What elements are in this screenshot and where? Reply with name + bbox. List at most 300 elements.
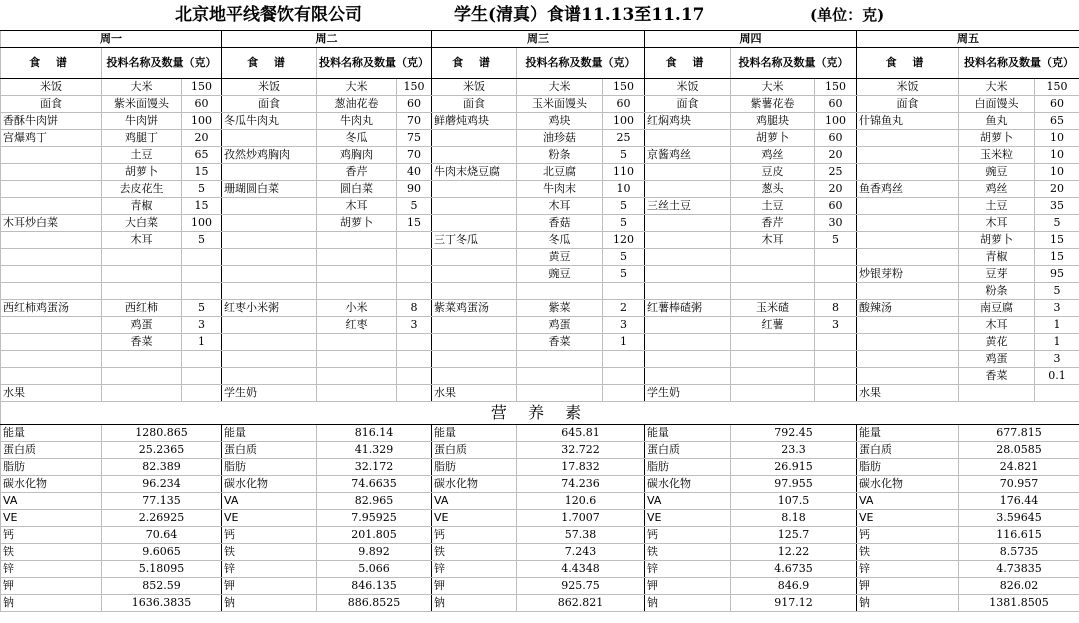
ingredient-name: 粉条 — [959, 283, 1035, 300]
ingredient-quantity — [1035, 385, 1079, 402]
recipe-name — [645, 368, 731, 385]
nutrient-value: 41.329 — [317, 442, 432, 459]
ingredient-quantity — [397, 283, 432, 300]
ingredient-name — [317, 232, 397, 249]
ingredient-quantity: 1 — [1035, 334, 1079, 351]
nutrient-name: 能量 — [1, 425, 102, 442]
nutrient-name: 钾 — [222, 578, 317, 595]
ingredient-quantity — [182, 385, 222, 402]
ingredient-quantity: 100 — [182, 215, 222, 232]
day-header: 周三 — [432, 31, 645, 48]
ingredient-quantity — [182, 249, 222, 266]
ingredients-header: 投料名称及数量（克） — [317, 48, 432, 79]
recipe-name — [432, 351, 517, 368]
recipe-name: 面食 — [222, 96, 317, 113]
recipe-name — [432, 317, 517, 334]
ingredient-quantity: 5 — [603, 266, 645, 283]
ingredient-quantity: 3 — [1035, 300, 1079, 317]
nutrient-value: 852.59 — [102, 578, 222, 595]
ingredient-quantity — [603, 368, 645, 385]
recipe-name — [222, 317, 317, 334]
ingredient-name: 冬瓜 — [517, 232, 603, 249]
recipe-name: 孜然炒鸡胸肉 — [222, 147, 317, 164]
ingredient-name: 粉条 — [517, 147, 603, 164]
recipe-name: 学生奶 — [222, 385, 317, 402]
recipe-name: 水果 — [857, 385, 959, 402]
nutrient-name: VE — [432, 510, 517, 527]
ingredient-quantity — [397, 334, 432, 351]
nutrient-value: 8.5735 — [959, 544, 1079, 561]
ingredient-name — [317, 385, 397, 402]
nutrient-value: 57.38 — [517, 527, 645, 544]
menu-row — [1, 317, 1079, 334]
ingredient-quantity: 150 — [603, 79, 645, 96]
ingredient-quantity: 15 — [1035, 249, 1079, 266]
nutrient-value: 25.2365 — [102, 442, 222, 459]
nutrition-row — [1, 442, 1079, 459]
ingredient-quantity — [397, 249, 432, 266]
ingredient-quantity: 3 — [603, 317, 645, 334]
nutrient-value: 26.915 — [731, 459, 857, 476]
menu-table — [0, 30, 1079, 612]
menu-row — [1, 164, 1079, 181]
recipe-name — [857, 147, 959, 164]
nutrient-value: 3.59645 — [959, 510, 1079, 527]
nutrient-name: 碳水化物 — [222, 476, 317, 493]
ingredient-name: 大米 — [517, 79, 603, 96]
ingredient-quantity: 60 — [397, 96, 432, 113]
ingredient-name — [731, 283, 815, 300]
ingredient-quantity: 3 — [397, 317, 432, 334]
recipe-name — [645, 130, 731, 147]
ingredient-name: 白面馒头 — [959, 96, 1035, 113]
ingredient-name: 紫米面馒头 — [102, 96, 182, 113]
nutrient-name: 钾 — [1, 578, 102, 595]
ingredient-name: 青椒 — [959, 249, 1035, 266]
ingredients-header: 投料名称及数量（克） — [517, 48, 645, 79]
ingredient-name: 鸡蛋 — [517, 317, 603, 334]
nutrient-name: 钾 — [645, 578, 731, 595]
ingredient-quantity: 60 — [1035, 96, 1079, 113]
nutrient-value: 201.805 — [317, 527, 432, 544]
ingredient-name — [102, 266, 182, 283]
recipe-name — [857, 130, 959, 147]
nutrient-value: 70.64 — [102, 527, 222, 544]
recipe-name: 三丁冬瓜 — [432, 232, 517, 249]
nutrient-name: 钙 — [645, 527, 731, 544]
recipe-name — [645, 232, 731, 249]
nutrient-value: 862.821 — [517, 595, 645, 612]
ingredient-quantity: 1 — [182, 334, 222, 351]
ingredient-name: 鸡腿丁 — [102, 130, 182, 147]
ingredient-name: 木耳 — [959, 317, 1035, 334]
recipe-name — [857, 351, 959, 368]
ingredient-name: 玉米碴 — [731, 300, 815, 317]
recipe-name: 米饭 — [1, 79, 102, 96]
ingredient-name: 红薯 — [731, 317, 815, 334]
recipe-name — [857, 249, 959, 266]
ingredient-quantity: 10 — [1035, 164, 1079, 181]
column-header-row — [1, 48, 1079, 79]
ingredient-quantity: 3 — [182, 317, 222, 334]
nutrient-name: 蛋白质 — [432, 442, 517, 459]
ingredient-name: 大米 — [102, 79, 182, 96]
nutrient-name: 碳水化物 — [432, 476, 517, 493]
recipe-name — [1, 147, 102, 164]
menu-row — [1, 215, 1079, 232]
ingredient-name: 土豆 — [731, 198, 815, 215]
ingredient-quantity: 5 — [182, 232, 222, 249]
nutrition-title: 营 养 素 — [1, 402, 1079, 425]
ingredient-quantity: 0.1 — [1035, 368, 1079, 385]
nutrient-name: 钙 — [857, 527, 959, 544]
nutrient-name: VE — [222, 510, 317, 527]
recipe-name — [222, 198, 317, 215]
nutrition-row — [1, 510, 1079, 527]
nutrient-value: 1381.8505 — [959, 595, 1079, 612]
ingredient-name: 木耳 — [317, 198, 397, 215]
recipe-name — [1, 334, 102, 351]
ingredient-quantity — [603, 385, 645, 402]
ingredient-quantity: 10 — [1035, 147, 1079, 164]
menu-row — [1, 249, 1079, 266]
recipe-name: 水果 — [432, 385, 517, 402]
ingredient-quantity: 35 — [1035, 198, 1079, 215]
ingredient-quantity: 1 — [1035, 317, 1079, 334]
recipe-name — [222, 266, 317, 283]
recipe-name — [645, 266, 731, 283]
nutrient-value: 5.066 — [317, 561, 432, 578]
nutrient-value: 846.9 — [731, 578, 857, 595]
ingredient-name: 土豆 — [959, 198, 1035, 215]
nutrient-name: 能量 — [222, 425, 317, 442]
nutrient-name: 脂肪 — [645, 459, 731, 476]
ingredient-name: 紫薯花卷 — [731, 96, 815, 113]
menu-row — [1, 351, 1079, 368]
nutrient-name: 钠 — [222, 595, 317, 612]
ingredient-name: 红枣 — [317, 317, 397, 334]
ingredient-name: 胡萝卜 — [731, 130, 815, 147]
ingredient-quantity: 40 — [397, 164, 432, 181]
ingredient-name: 香芹 — [317, 164, 397, 181]
day-header: 周一 — [1, 31, 222, 48]
recipe-name: 酸辣汤 — [857, 300, 959, 317]
ingredient-quantity: 5 — [1035, 215, 1079, 232]
recipe-name: 京酱鸡丝 — [645, 147, 731, 164]
recipe-name — [1, 232, 102, 249]
ingredient-quantity: 15 — [182, 198, 222, 215]
ingredient-name: 香菜 — [517, 334, 603, 351]
recipe-name: 三丝土豆 — [645, 198, 731, 215]
ingredient-name — [102, 351, 182, 368]
menu-row — [1, 147, 1079, 164]
recipe-name: 米饭 — [222, 79, 317, 96]
recipe-name — [1, 249, 102, 266]
day-header: 周五 — [857, 31, 1079, 48]
ingredient-name: 牛肉末 — [517, 181, 603, 198]
ingredient-name: 鸡丝 — [959, 181, 1035, 198]
recipe-header: 食 谱 — [645, 48, 731, 79]
ingredient-name: 土豆 — [102, 147, 182, 164]
nutrient-value: 677.815 — [959, 425, 1079, 442]
recipe-name — [645, 249, 731, 266]
ingredient-name: 去皮花生 — [102, 181, 182, 198]
ingredient-quantity — [397, 368, 432, 385]
recipe-name — [857, 164, 959, 181]
ingredient-name — [317, 266, 397, 283]
recipe-name — [222, 232, 317, 249]
ingredient-quantity — [815, 351, 857, 368]
recipe-name — [432, 266, 517, 283]
ingredient-name: 北豆腐 — [517, 164, 603, 181]
recipe-name — [222, 164, 317, 181]
ingredient-name — [959, 385, 1035, 402]
nutrient-value: 28.0585 — [959, 442, 1079, 459]
nutrient-name: 碳水化物 — [1, 476, 102, 493]
nutrient-value: 82.965 — [317, 493, 432, 510]
ingredient-quantity — [815, 334, 857, 351]
ingredient-name: 牛肉丸 — [317, 113, 397, 130]
nutrition-row — [1, 425, 1079, 442]
recipe-name: 水果 — [1, 385, 102, 402]
nutrient-name: VA — [432, 493, 517, 510]
ingredient-name — [102, 283, 182, 300]
recipe-name — [432, 215, 517, 232]
nutrient-name: 蛋白质 — [857, 442, 959, 459]
nutrient-value: 107.5 — [731, 493, 857, 510]
nutrient-value: 4.73835 — [959, 561, 1079, 578]
page-title — [0, 0, 1079, 30]
nutrient-name: 能量 — [645, 425, 731, 442]
recipe-name — [645, 215, 731, 232]
ingredient-quantity: 60 — [815, 198, 857, 215]
nutrient-name: 钠 — [857, 595, 959, 612]
ingredient-quantity: 65 — [1035, 113, 1079, 130]
ingredient-name: 玉米粒 — [959, 147, 1035, 164]
ingredient-name: 鸡丝 — [731, 147, 815, 164]
recipe-name: 红枣小米粥 — [222, 300, 317, 317]
day-header-row — [1, 31, 1079, 48]
nutrient-name: VE — [1, 510, 102, 527]
recipe-name — [857, 368, 959, 385]
ingredient-name: 鱼丸 — [959, 113, 1035, 130]
menu-row — [1, 232, 1079, 249]
recipe-name: 鲜蘑炖鸡块 — [432, 113, 517, 130]
ingredient-name: 鸡块 — [517, 113, 603, 130]
ingredient-quantity: 5 — [182, 181, 222, 198]
ingredient-name — [102, 249, 182, 266]
recipe-name — [1, 164, 102, 181]
ingredient-quantity: 20 — [815, 181, 857, 198]
ingredient-name: 西红柿 — [102, 300, 182, 317]
nutrition-row — [1, 561, 1079, 578]
ingredient-name: 黄豆 — [517, 249, 603, 266]
ingredient-name: 香菜 — [102, 334, 182, 351]
recipe-name — [645, 334, 731, 351]
nutrient-value: 1280.865 — [102, 425, 222, 442]
ingredient-quantity — [397, 385, 432, 402]
ingredient-quantity: 15 — [182, 164, 222, 181]
nutrition-row — [1, 578, 1079, 595]
recipe-name: 牛肉末烧豆腐 — [432, 164, 517, 181]
ingredient-name — [731, 385, 815, 402]
recipe-name: 米饭 — [432, 79, 517, 96]
menu-row — [1, 113, 1079, 130]
menu-row — [1, 300, 1079, 317]
nutrient-value: 826.02 — [959, 578, 1079, 595]
day-header: 周四 — [645, 31, 857, 48]
ingredient-quantity: 70 — [397, 113, 432, 130]
menu-row — [1, 283, 1079, 300]
menu-row — [1, 334, 1079, 351]
ingredient-name: 小米 — [317, 300, 397, 317]
recipe-name — [222, 351, 317, 368]
nutrient-value: 77.135 — [102, 493, 222, 510]
nutrient-name: 锌 — [645, 561, 731, 578]
ingredient-quantity: 5 — [603, 215, 645, 232]
recipe-name — [1, 317, 102, 334]
nutrient-name: 钠 — [1, 595, 102, 612]
recipe-name: 炒银芽粉 — [857, 266, 959, 283]
recipe-name: 什锦鱼丸 — [857, 113, 959, 130]
nutrient-value: 1636.3835 — [102, 595, 222, 612]
ingredient-name — [731, 368, 815, 385]
recipe-name — [1, 266, 102, 283]
nutrient-name: 能量 — [432, 425, 517, 442]
ingredient-quantity: 60 — [603, 96, 645, 113]
nutrient-value: 32.172 — [317, 459, 432, 476]
ingredient-name — [517, 385, 603, 402]
ingredient-name — [317, 249, 397, 266]
ingredient-quantity: 20 — [815, 147, 857, 164]
menu-row — [1, 385, 1079, 402]
recipe-name — [645, 181, 731, 198]
nutrient-value: 82.389 — [102, 459, 222, 476]
ingredient-quantity: 1 — [603, 334, 645, 351]
ingredient-quantity: 8 — [397, 300, 432, 317]
ingredient-name — [517, 283, 603, 300]
ingredient-quantity: 150 — [397, 79, 432, 96]
nutrition-row — [1, 493, 1079, 510]
recipe-name: 红薯棒碴粥 — [645, 300, 731, 317]
nutrient-value: 8.18 — [731, 510, 857, 527]
recipe-name: 香酥牛肉饼 — [1, 113, 102, 130]
ingredient-quantity — [815, 249, 857, 266]
ingredient-quantity: 60 — [815, 130, 857, 147]
ingredient-name: 黄花 — [959, 334, 1035, 351]
ingredient-quantity: 95 — [1035, 266, 1079, 283]
ingredient-quantity: 8 — [815, 300, 857, 317]
ingredient-quantity — [397, 351, 432, 368]
ingredient-name: 青椒 — [102, 198, 182, 215]
nutrient-name: 锌 — [857, 561, 959, 578]
nutrient-name: 碳水化物 — [645, 476, 731, 493]
ingredient-quantity — [815, 368, 857, 385]
recipe-name: 珊瑚圆白菜 — [222, 181, 317, 198]
nutrient-value: 12.22 — [731, 544, 857, 561]
nutrient-value: 24.821 — [959, 459, 1079, 476]
ingredient-quantity: 65 — [182, 147, 222, 164]
recipe-name — [432, 283, 517, 300]
ingredient-name: 胡萝卜 — [959, 130, 1035, 147]
ingredient-name — [317, 334, 397, 351]
ingredient-name: 牛肉饼 — [102, 113, 182, 130]
recipe-header: 食 谱 — [432, 48, 517, 79]
nutrient-name: 脂肪 — [857, 459, 959, 476]
nutrient-value: 846.135 — [317, 578, 432, 595]
nutrition-title-row — [1, 402, 1079, 425]
ingredient-name: 木耳 — [517, 198, 603, 215]
ingredient-name — [317, 368, 397, 385]
ingredient-quantity — [397, 266, 432, 283]
recipe-name: 学生奶 — [645, 385, 731, 402]
recipe-name: 面食 — [857, 96, 959, 113]
nutrient-value: 1.7007 — [517, 510, 645, 527]
nutrient-value: 2.26925 — [102, 510, 222, 527]
ingredient-quantity: 10 — [603, 181, 645, 198]
nutrient-value: 4.4348 — [517, 561, 645, 578]
recipe-name — [857, 283, 959, 300]
day-header: 周二 — [222, 31, 432, 48]
ingredients-header: 投料名称及数量（克） — [959, 48, 1079, 79]
nutrient-value: 96.234 — [102, 476, 222, 493]
ingredient-name — [317, 351, 397, 368]
nutrient-value: 120.6 — [517, 493, 645, 510]
ingredient-quantity — [182, 283, 222, 300]
nutrient-name: VE — [857, 510, 959, 527]
ingredient-name: 大米 — [959, 79, 1035, 96]
nutrient-value: 125.7 — [731, 527, 857, 544]
recipe-name — [432, 130, 517, 147]
recipe-name — [222, 283, 317, 300]
nutrient-value: 4.6735 — [731, 561, 857, 578]
nutrient-value: 32.722 — [517, 442, 645, 459]
ingredient-name: 葱头 — [731, 181, 815, 198]
nutrition-row — [1, 544, 1079, 561]
ingredient-name: 大米 — [731, 79, 815, 96]
ingredient-name: 鸡蛋 — [102, 317, 182, 334]
recipe-name — [645, 164, 731, 181]
ingredient-quantity: 15 — [1035, 232, 1079, 249]
ingredient-name: 紫菜 — [517, 300, 603, 317]
recipe-name — [857, 334, 959, 351]
menu-row — [1, 79, 1079, 96]
ingredient-name: 南豆腐 — [959, 300, 1035, 317]
ingredient-name: 大白菜 — [102, 215, 182, 232]
ingredient-quantity: 5 — [603, 147, 645, 164]
nutrient-value: 7.95925 — [317, 510, 432, 527]
menu-row — [1, 130, 1079, 147]
ingredient-name — [731, 351, 815, 368]
recipe-name: 西红柿鸡蛋汤 — [1, 300, 102, 317]
ingredient-name — [102, 385, 182, 402]
ingredient-name — [731, 266, 815, 283]
recipe-name: 米饭 — [645, 79, 731, 96]
nutrient-value: 9.6065 — [102, 544, 222, 561]
ingredient-name: 木耳 — [731, 232, 815, 249]
nutrient-name: 蛋白质 — [222, 442, 317, 459]
ingredient-name: 豌豆 — [959, 164, 1035, 181]
nutrient-name: VA — [645, 493, 731, 510]
recipe-name — [645, 283, 731, 300]
nutrient-value: 23.3 — [731, 442, 857, 459]
nutrient-value: 97.955 — [731, 476, 857, 493]
ingredient-quantity: 150 — [1035, 79, 1079, 96]
nutrient-value: 645.81 — [517, 425, 645, 442]
ingredient-name: 油珍菇 — [517, 130, 603, 147]
recipe-name — [1, 198, 102, 215]
ingredient-name: 胡萝卜 — [959, 232, 1035, 249]
